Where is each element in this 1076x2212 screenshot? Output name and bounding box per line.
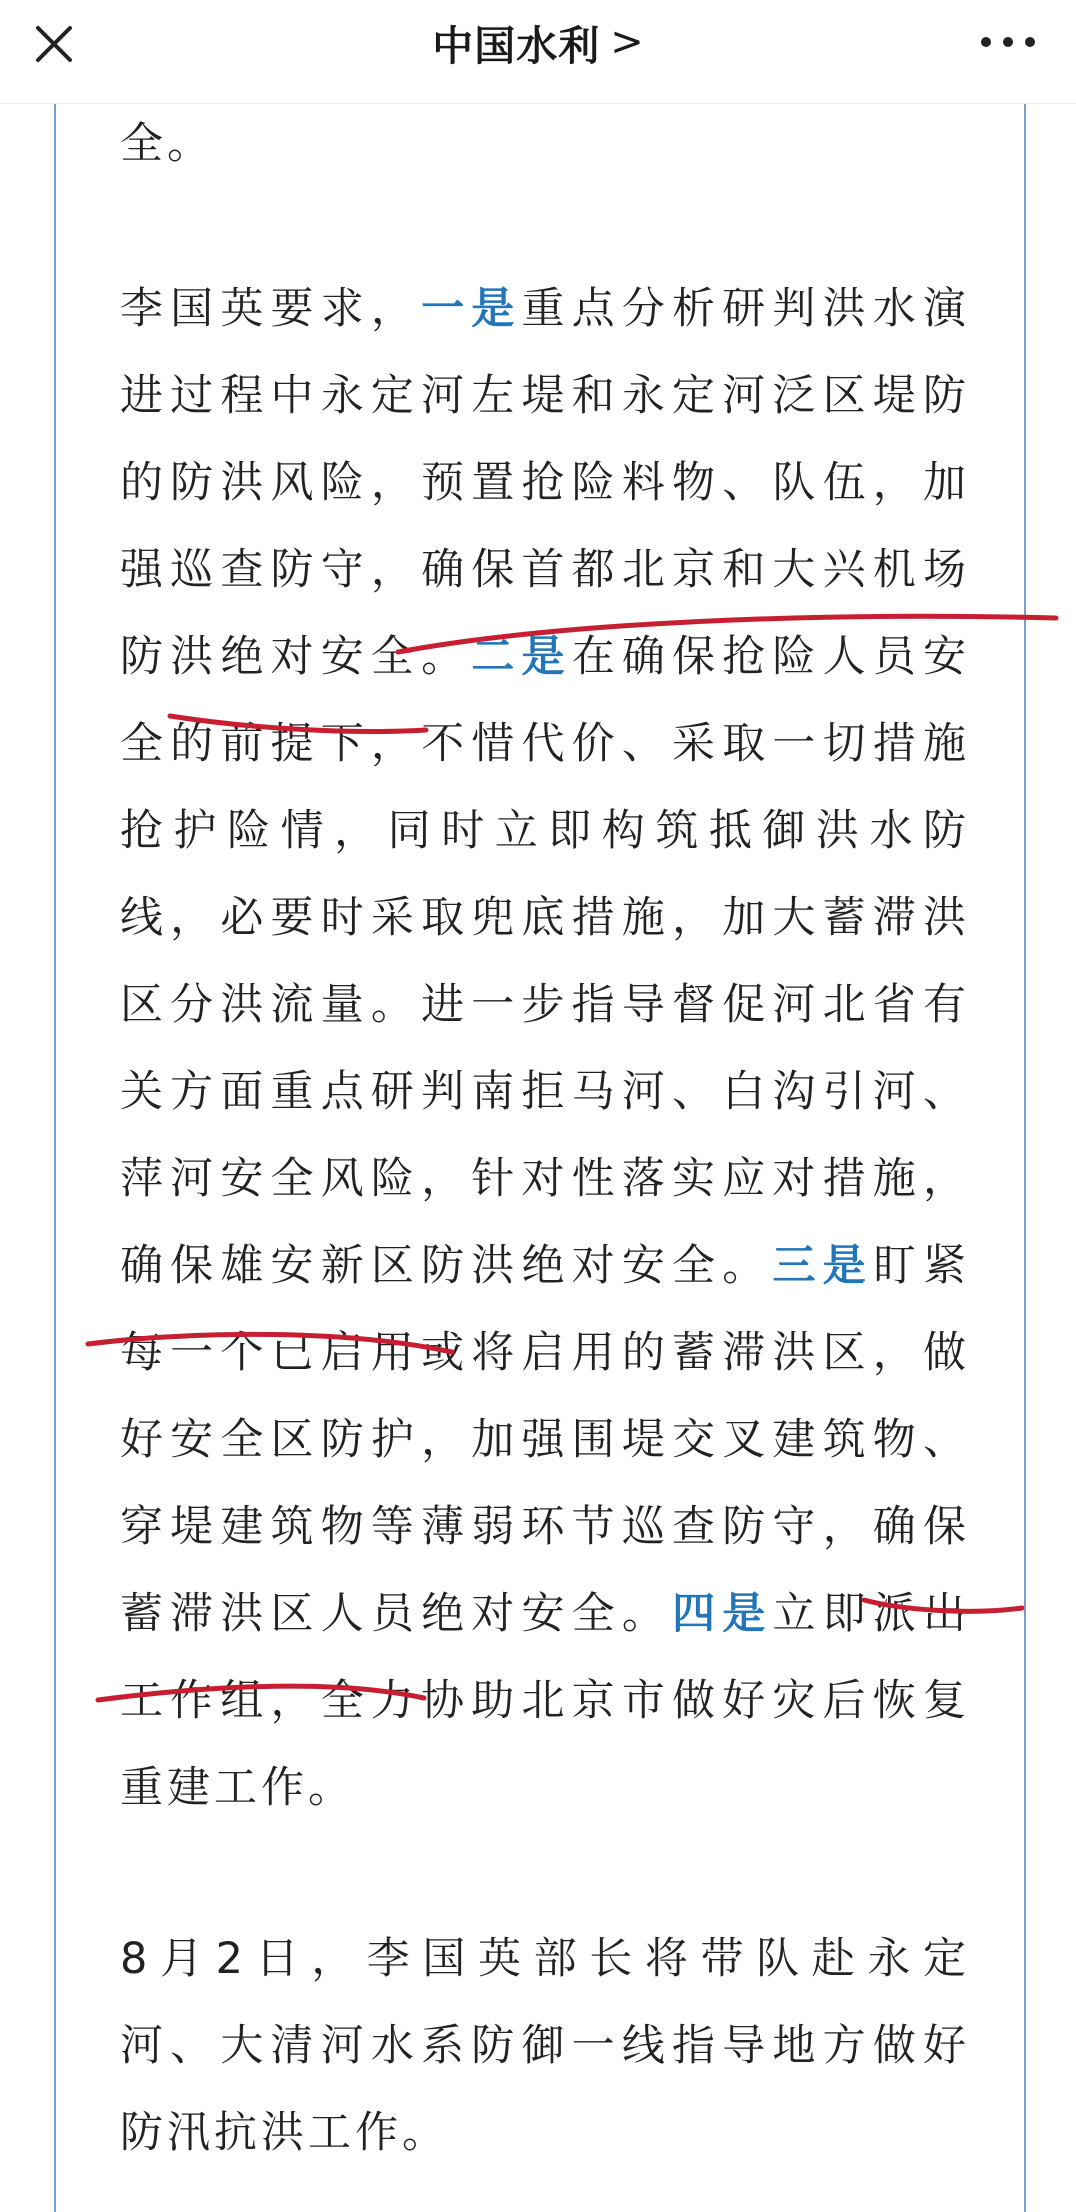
text-segment: 关方面重点研判南拒马河、白沟引河、 [120,1067,966,1117]
chevron-right-icon: > [610,19,644,65]
text-segment: 蓄滞洪区人员绝对安全。 [120,1589,673,1639]
article-line [120,114,966,174]
text-segment: 河、大清河水系防御一线指导地方做好 [120,2021,966,2071]
text-segment: 8月2日，李国英部长将带队赴永定 [120,1934,966,1984]
article-line [120,1671,966,1731]
navigation-bar [0,0,1076,104]
more-button[interactable] [978,28,1038,56]
article-line [120,2103,966,2163]
article-line [120,714,966,774]
text-segment: 在确保抢险人员安 [571,632,966,682]
highlight-keyword: 三是 [772,1241,873,1291]
text-segment: 确保雄安新区防洪绝对安全。 [120,1241,773,1291]
article-line [120,1062,966,1122]
article-line [120,627,966,687]
text-segment: 穿堤建筑物等薄弱环节巡查防守，确保 [120,1502,966,1552]
article-line [120,801,966,861]
text-segment: 强巡查防守，确保首都北京和大兴机场 [120,545,966,595]
text-segment: 李国英要求， [120,284,422,334]
article-line [120,1323,966,1383]
article-line [120,888,966,948]
text-segment: 线，必要时采取兜底措施，加大蓄滞洪 [120,893,966,943]
text-segment: 重建工作。 [120,1763,355,1813]
article-line [120,1497,966,1557]
text-segment: 的防洪风险，预置抢险料物、队伍，加 [120,458,966,508]
article-line [120,1149,966,1209]
article-line [120,1584,966,1644]
article-line [120,366,966,426]
text-segment: 萍河安全风险，针对性落实应对措施， [120,1154,966,1204]
more-horizontal-icon [978,28,1038,56]
article-line [120,1758,966,1818]
text-segment: 每一个已启用或将启用的蓄滞洪区，做 [120,1328,966,1378]
article-line [120,1236,966,1296]
text-segment: 全的前提下，不惜代价、采取一切措施 [120,719,966,769]
article-line [120,1929,966,1989]
text-segment: 盯紧 [872,1241,966,1291]
text-segment: 进过程中永定河左堤和永定河泛区堤防 [120,371,966,421]
account-title: 中国水利 [432,21,601,70]
highlight-keyword: 一是 [421,284,522,334]
article-line [120,1410,966,1470]
article-body [0,104,1076,2212]
article-line [120,540,966,600]
highlight-keyword: 二是 [471,632,572,682]
text-segment: 全。 [120,119,214,169]
text-segment: 抢护险情，同时立即构筑抵御洪水防 [120,806,966,856]
text-segment: 立即派出 [772,1589,966,1639]
text-segment: 防汛抗洪工作。 [120,2108,449,2158]
article-line [120,279,966,339]
text-segment: 工作组，全力协助北京市做好灾后恢复 [120,1676,966,1726]
text-segment: 防洪绝对安全。 [120,632,472,682]
article-line [120,453,966,513]
text-segment: 区分洪流量。进一步指导督促河北省有 [120,980,966,1030]
text-segment: 重点分析研判洪水演 [521,284,966,334]
article-line [120,975,966,1035]
highlight-keyword: 四是 [672,1589,773,1639]
text-segment: 好安全区防护，加强围堤交叉建筑物、 [120,1415,966,1465]
article-line [120,2016,966,2076]
account-title-link[interactable] [0,0,1076,84]
